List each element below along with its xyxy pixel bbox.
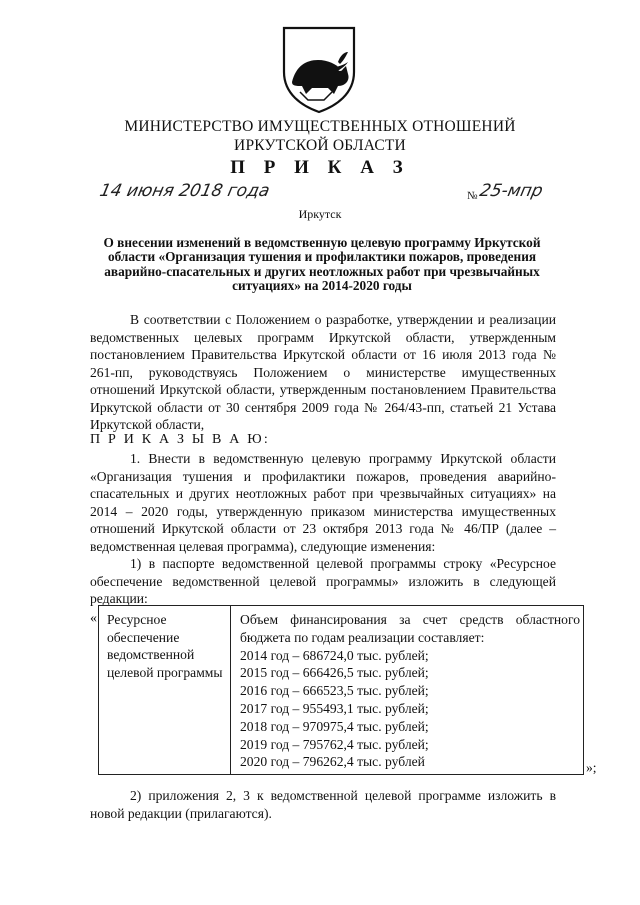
city-name: Иркутск bbox=[298, 207, 342, 221]
table-close-quote: »; bbox=[586, 760, 597, 775]
handwritten-order-number: 25-мпр bbox=[477, 181, 545, 201]
table-divider bbox=[230, 606, 231, 774]
funding-year-row: 2020 год – 796262,4 тыс. рублей bbox=[240, 754, 425, 770]
funding-year-row: 2018 год – 970975,4 тыс. рублей; bbox=[240, 718, 429, 734]
coat-of-arms-emblem bbox=[278, 22, 360, 114]
ministry-name-line2: ИРКУТСКОЙ ОБЛАСТИ bbox=[234, 137, 406, 154]
table-open-quote: « bbox=[90, 611, 97, 626]
funding-year-row: 2014 год – 686724,0 тыс. рублей; bbox=[240, 647, 429, 663]
order-directive: П Р И К А З Ы В А Ю: bbox=[90, 432, 270, 447]
ministry-name-line1: МИНИСТЕРСТВО ИМУЩЕСТВЕННЫХ ОТНОШЕНИЙ bbox=[124, 118, 516, 135]
order-heading: О внесении изменений в ведомственную целевую программу Иркутской области «Организация тушения и профилактики пожаров, проведения аварийно-спасательных и других неотложных работ при чрезвычайных ситуациях» на 2014-2020 годы bbox=[103, 235, 541, 293]
table-left-cell: Ресурсное обеспечение ведомственной целевой программы bbox=[107, 612, 223, 680]
funding-year-row: 2016 год – 666523,5 тыс. рублей; bbox=[240, 683, 429, 699]
order-title: П Р И К А З bbox=[230, 157, 410, 178]
funding-year-row: 2015 год – 666426,5 тыс. рублей; bbox=[240, 665, 429, 681]
funding-year-row: 2019 год – 795762,4 тыс. рублей; bbox=[240, 736, 429, 752]
handwritten-date: 14 июня 2018 года bbox=[97, 181, 272, 201]
paragraph-subitem-2: 2) приложения 2, 3 к ведомственной целевой программе изложить в новой редакции (прилагаются). bbox=[90, 788, 556, 821]
table-right-cell bbox=[240, 611, 580, 771]
paragraph-preamble: В соответствии с Положением о разработке, утверждении и реализации ведомственных целевых программ Иркутской области, утвержденным постановлением Правительства Иркутской области от 16 июля 2013 года № 261-пп, руководствуясь Положением о министерстве имущественных отношений Иркутской области, утвержденным постановлением Правительства Иркутской области от 30 сентября 2009 года № 264/43-пп, статьей 21 Устава Иркутской области, bbox=[90, 312, 556, 432]
paragraph-item-1: 1. Внести в ведомственную целевую программу Иркутской области «Организация тушения и профилактики пожаров, проведения аварийно-спасательных и других неотложных работ при чрезвычайных ситуациях» на 2014 – 2020 годы, утвержденную приказом министерства имущественных отношений Иркутской области от 23 октября 2013 года № 46/ПР (далее – ведомственная целевая программа), следующие изменения: bbox=[90, 451, 556, 554]
funding-year-row: 2017 год – 955493,1 тыс. рублей; bbox=[240, 700, 429, 716]
funding-intro: Объем финансирования за счет средств областного бюджета по годам реализации составляет: bbox=[240, 612, 580, 645]
paragraph-subitem-1: 1) в паспорте ведомственной целевой программы строку «Ресурсное обеспечение ведомственной целевой программы» изложить в следующей редакции: bbox=[90, 556, 556, 606]
number-label: № bbox=[467, 190, 478, 202]
resource-table bbox=[98, 605, 584, 775]
